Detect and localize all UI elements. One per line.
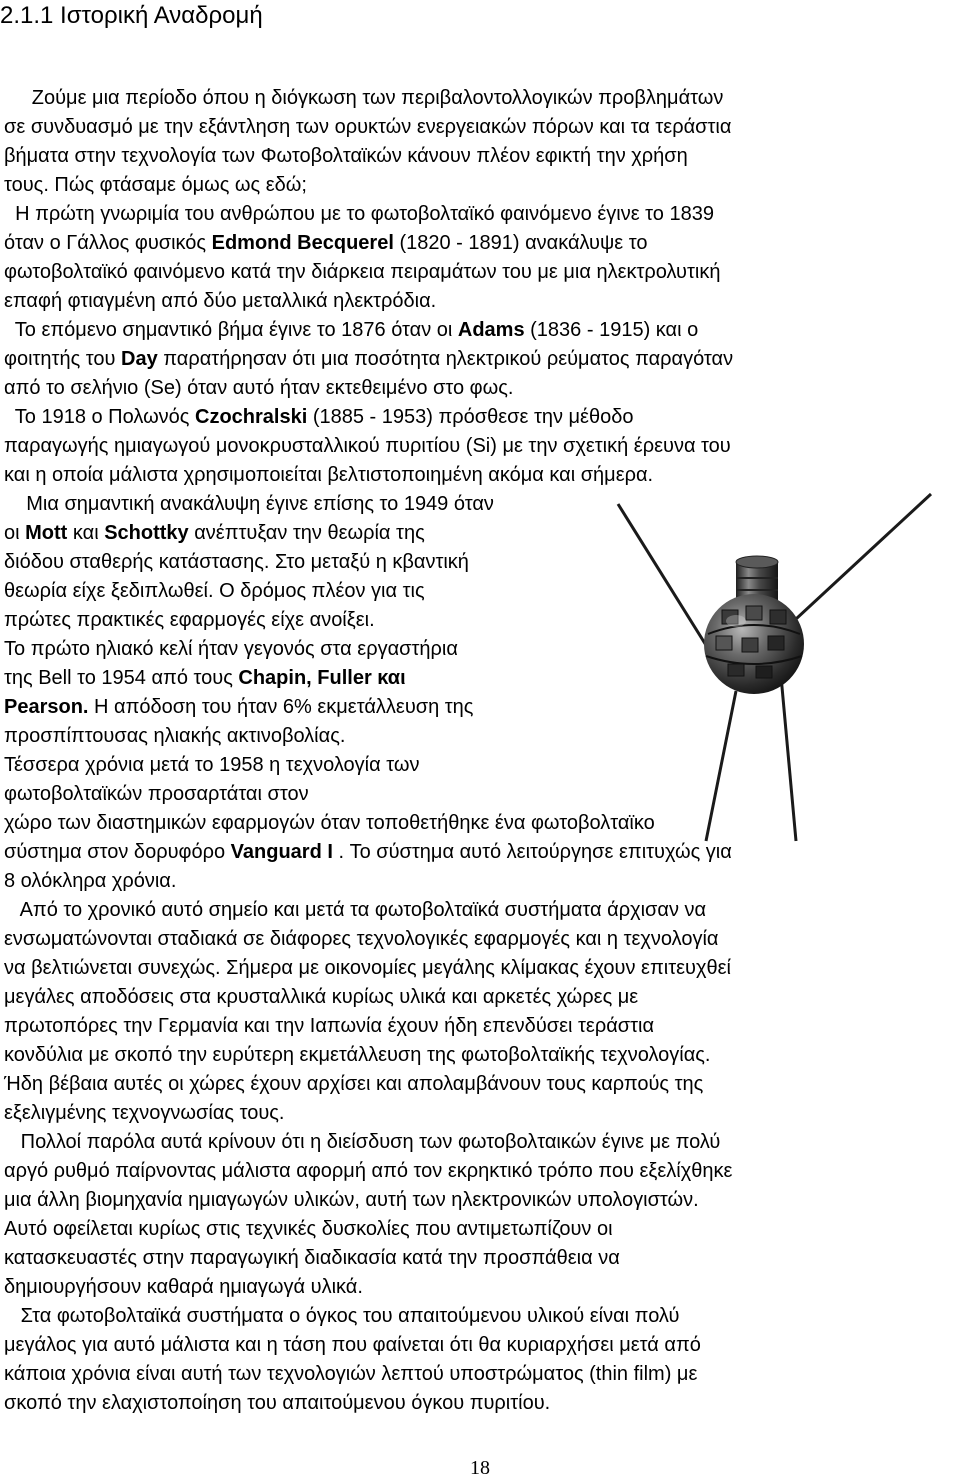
text-run: (1836 - 1915) και ο — [524, 319, 699, 341]
text-run: 8 ολόκληρα χρόνια. — [4, 870, 177, 892]
text-line — [4, 1128, 960, 1157]
text-run: προσπίπτουσας ηλιακής ακτινοβολίας. — [4, 725, 346, 747]
text-run: μεγάλες αποδόσεις στα κρυσταλλικά κυρίως υλικά και αρκετές χώρες με — [4, 986, 639, 1008]
text-line — [4, 432, 960, 461]
text-run: επαφή φτιαγμένη από δύο μεταλλικά ηλεκτρόδια. — [4, 290, 437, 312]
text-line — [4, 113, 960, 142]
vanguard-satellite-photo — [596, 486, 942, 844]
text-run: μια άλλη βιομηχανία ημιαγωγών υλικών, αυτή των ηλεκτρονικών υπολογιστών. — [4, 1189, 699, 1211]
text-run: Στα φωτοβολταϊκά συστήματα ο όγκος του απαιτούμενου υλικού είναι πολύ — [4, 1305, 680, 1327]
text-run: της Bell το 1954 από τους — [4, 667, 239, 689]
text-run: αργό ρυθμό παίρνοντας μάλιστα αφορμή από τον εκρηκτικό τρόπο που εξελίχθηκε — [4, 1160, 733, 1182]
text-run: Το 1918 ο Πολωνός — [4, 406, 195, 428]
text-line — [4, 1070, 960, 1099]
text-line — [4, 983, 960, 1012]
text-run: όταν ο Γάλλος φυσικός — [4, 232, 212, 254]
text-line — [4, 1041, 960, 1070]
text-run: παραγωγής ημιαγωγού μονοκρυσταλλικού πυριτίου (Si) με την σχετική έρευνα του — [4, 435, 731, 457]
text-line — [4, 287, 960, 316]
bold-text: Edmond Becquerel — [211, 232, 394, 254]
text-line — [4, 896, 960, 925]
text-line — [4, 1331, 960, 1360]
text-line — [4, 171, 960, 200]
bold-text: Adams — [457, 319, 525, 341]
text-line — [4, 1186, 960, 1215]
bold-text: Schottky — [104, 522, 189, 544]
text-run: Η πρώτη γνωριμία του ανθρώπου με το φωτοβολταϊκό φαινόμενο έγινε το 1839 — [4, 203, 714, 225]
text-run: φωτοβολταϊκών προσαρτάται στον — [4, 783, 309, 805]
text-run: διόδου σταθερής κατάστασης. Στο μεταξύ η κβαντική — [4, 551, 469, 573]
bold-text: Chapin, Fuller και — [238, 667, 406, 689]
text-line — [4, 374, 960, 403]
text-run: Το πρώτο ηλιακό κελί ήταν γεγονός στα εργαστήρια — [4, 638, 458, 660]
text-run: δημιουργήσουν καθαρά ημιαγωγά υλικά. — [4, 1276, 363, 1298]
text-line — [4, 954, 960, 983]
text-run: εξελιγμένης τεχνογνωσίας τους. — [4, 1102, 285, 1124]
text-run: πρωτοπόρες την Γερμανία και την Ιαπωνία έχουν ήδη επενδύσει τεράστια — [4, 1015, 655, 1037]
text-line — [4, 1099, 960, 1128]
text-line — [4, 1302, 960, 1331]
text-line — [4, 867, 960, 896]
text-line — [4, 1273, 960, 1302]
text-run: σε συνδυασμό με την εξάντληση των ορυκτών ενεργειακών πόρων και τα τεράστια — [4, 116, 732, 138]
text-line — [4, 1012, 960, 1041]
bold-text: Mott — [25, 522, 68, 544]
text-run: Πολλοί παρόλα αυτά κρίνουν ότι η διείσδυση των φωτοβολταικών έγινε με πολύ — [4, 1131, 721, 1153]
text-run: Από το χρονικό αυτό σημείο και μετά τα φωτοβολταϊκά συστήματα άρχισαν να — [4, 899, 707, 921]
text-run: Η απόδοση του ήταν 6% εκμετάλλευση της — [88, 696, 474, 718]
bold-text: Pearson. — [4, 696, 89, 718]
text-run: Αυτό οφείλεται κυρίως στις τεχνικές δυσκολίες που αντιμετωπίζουν οι — [4, 1218, 613, 1240]
text-line — [4, 1157, 960, 1186]
text-run: κάποια χρόνια είναι αυτή των τεχνολογιών λεπτού υποστρώματος (thin film) με — [4, 1363, 698, 1385]
page-number: 18 — [470, 1457, 490, 1479]
text-run: μεγάλος για αυτό μάλιστα και η τάση που φαίνεται ότι θα κυριαρχήσει μετά από — [4, 1334, 701, 1356]
text-line — [4, 1215, 960, 1244]
text-run: φοιτητής του — [4, 348, 122, 370]
text-run: κατασκευαστές στην παραγωγική διαδικασία κατά την προσπάθεια να — [4, 1247, 620, 1269]
text-line — [4, 142, 960, 171]
text-line — [4, 1360, 960, 1389]
text-run: και — [67, 522, 105, 544]
text-line — [4, 1244, 960, 1273]
text-run: Μια σημαντική ανακάλυψη έγινε επίσης το 1949 όταν — [4, 493, 494, 515]
text-line — [4, 316, 960, 345]
text-run: (1820 - 1891) ανακάλυψε το — [393, 232, 648, 254]
text-run: θεωρία είχε ξεδιπλωθεί. Ο δρόμος πλέον για τις — [4, 580, 425, 602]
text-run: . Το σύστημα αυτό λειτούργησε επιτυχώς για — [332, 841, 732, 863]
text-run: να βελτιώνεται συνεχώς. Σήμερα με οικονομίες μεγάλης κλίμακας έχουν επιτευχθεί — [4, 957, 731, 979]
text-line — [4, 84, 960, 113]
text-run: οι — [4, 522, 26, 544]
text-run: (1885 - 1953) πρόσθεσε την μέθοδο — [307, 406, 634, 428]
text-run: κονδύλια με σκοπό την ευρύτερη εκμετάλλευση της φωτοβολταϊκής τεχνολογίας. — [4, 1044, 711, 1066]
text-run: Το επόμενο σημαντικό βήμα έγινε το 1876 όταν οι — [4, 319, 458, 341]
text-run: Ήδη βέβαια αυτές οι χώρες έχουν αρχίσει και απολαμβάνουν τους καρπούς της — [4, 1073, 704, 1095]
text-line — [4, 258, 960, 287]
text-run: τους. Πώς φτάσαμε όμως ως εδώ; — [4, 174, 307, 196]
text-run: βήματα στην τεχνολογία των Φωτοβολταϊκών κάνουν πλέον εφικτή την χρήση — [4, 145, 688, 167]
text-line — [4, 925, 960, 954]
text-run: παρατήρησαν ότι μια ποσότητα ηλεκτρικού ρεύματος παραγόταν — [157, 348, 734, 370]
bold-text: Vanguard I — [230, 841, 333, 863]
text-line — [4, 229, 960, 258]
text-line — [4, 403, 960, 432]
text-run: σκοπό την ελαχιστοποίηση του απαιτούμενου όγκου πυριτίου. — [4, 1392, 551, 1414]
text-run: από το σελήνιο (Se) όταν αυτό ήταν εκτεθειμένο στο φως. — [4, 377, 514, 399]
text-run: χώρο των διαστημικών εφαρμογών όταν τοποθετήθηκε ένα φωτοβολταϊκο — [4, 812, 655, 834]
text-run: ανέπτυξαν την θεωρία της — [188, 522, 425, 544]
text-run: Ζούμε μια περίοδο όπου η διόγκωση των περιβαλοντολλογικών προβλημάτων — [4, 87, 724, 109]
text-run: ενσωματώνονται σταδιακά σε διάφορες τεχνολογικές εφαρμογές και η τεχνολογία — [4, 928, 719, 950]
text-line — [4, 1389, 960, 1418]
text-line — [4, 200, 960, 229]
text-run: φωτοβολταϊκό φαινόμενο κατά την διάρκεια πειραμάτων του με μια ηλεκτρολυτική — [4, 261, 721, 283]
text-run: και η οποία μάλιστα χρησιμοποιείται βελτιστοποιημένη ακόμα και σήμερα. — [4, 464, 654, 486]
text-run: πρώτες πρακτικές εφαρμογές είχε ανοίξει. — [4, 609, 375, 631]
text-run: Τέσσερα χρόνια μετά το 1958 η τεχνολογία των — [4, 754, 420, 776]
bold-text: Day — [121, 348, 158, 370]
text-line — [4, 345, 960, 374]
section-heading: 2.1.1 Ιστορική Αναδρομή — [0, 2, 263, 29]
text-run: σύστημα στον δορυφόρο — [4, 841, 231, 863]
bold-text: Czochralski — [195, 406, 308, 428]
